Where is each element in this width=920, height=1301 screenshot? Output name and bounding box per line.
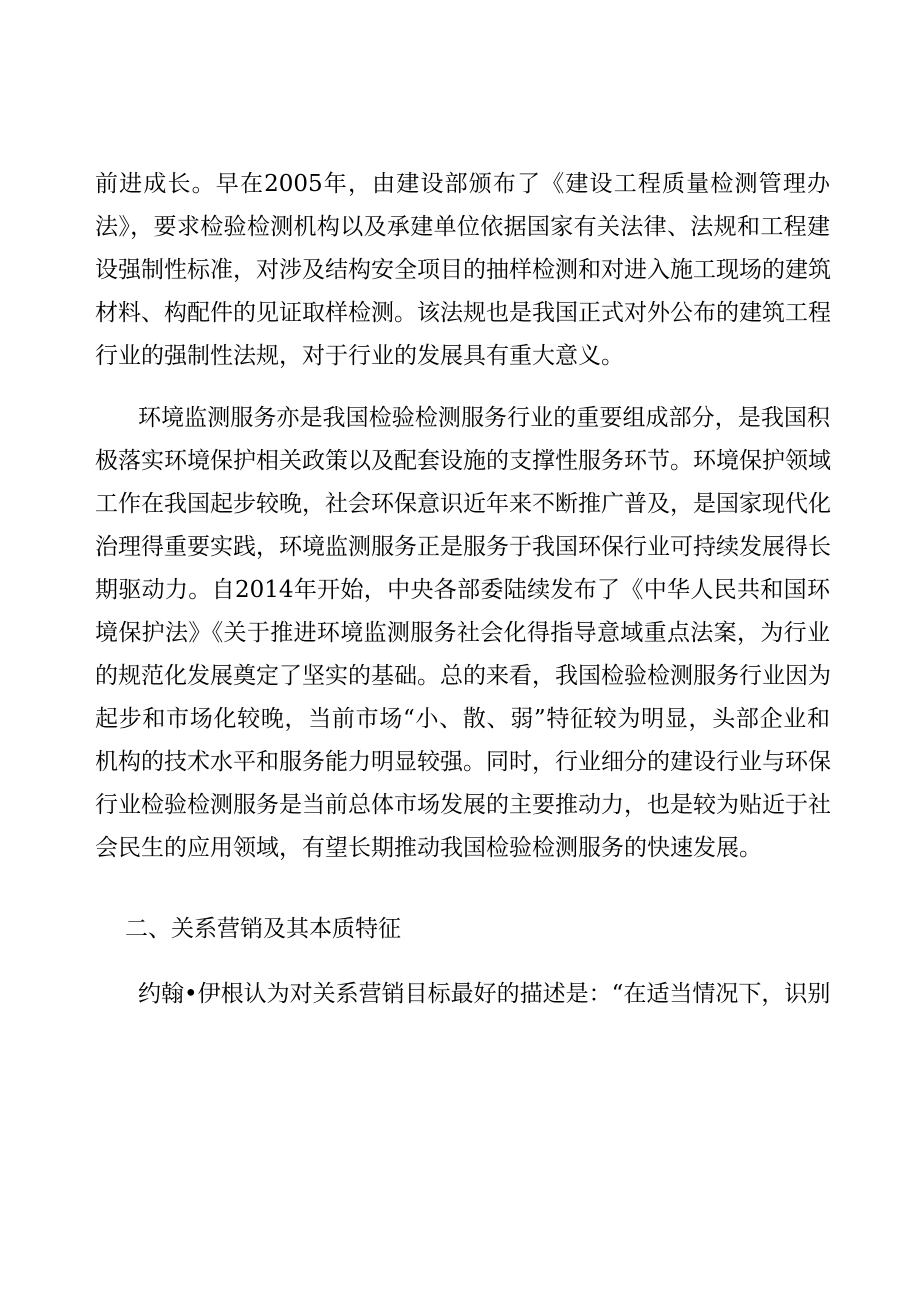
paragraph-1-line-3: 设强制性标准，对涉及结构安全项目的抽样检测和对进入施工现场的建筑 (95, 257, 831, 283)
paragraph-2-line-10: 行业检验检测服务是当前总体市场发展的主要推动力，也是较为贴近于社 (95, 792, 831, 818)
section-heading: 二、关系营销及其本质特征 (125, 916, 401, 942)
paragraph-1-line-4: 材料、构配件的见证取样检测。该法规也是我国正式对外公布的建筑工程 (95, 300, 831, 326)
paragraph-2-line-8: 起步和市场化较晚，当前市场“小、散、弱”特征较为明显，头部企业和 (95, 706, 830, 732)
paragraph-1-line-5: 行业的强制性法规，对于行业的发展具有重大意义。 (95, 343, 624, 369)
paragraph-3-line-1: 约翰•伊根认为对关系营销目标最好的描述是：“在适当情况下，识别 (138, 981, 831, 1007)
paragraph-2-line-7: 的规范化发展奠定了坚实的基础。总的来看，我国检验检测服务行业因为 (95, 663, 831, 689)
paragraph-1-line-2: 法》，要求检验检测机构以及承建单位依据国家有关法律、法规和工程建 (95, 214, 830, 240)
paragraph-2-line-6: 境保护法》《关于推进环境监测服务社会化得指导意域重点法案，为行业 (95, 620, 830, 646)
paragraph-1-line-1: 前进成长。早在2005年，由建设部颁布了《建设工程质量检测管理办 (95, 171, 830, 197)
paragraph-2-line-2: 极落实环境保护相关政策以及配套设施的支撑性服务环节。环境保护领域 (95, 448, 831, 474)
paragraph-2-line-1: 环境监测服务亦是我国检验检测服务行业的重要组成部分，是我国积 (138, 405, 830, 431)
paragraph-2-line-5: 期驱动力。自2014年开始，中央各部委陆续发布了《中华人民共和国环 (95, 577, 830, 603)
paragraph-2-line-3: 工作在我国起步较晚，社会环保意识近年来不断推广普及，是国家现代化 (95, 491, 831, 517)
paragraph-2-line-11: 会民生的应用领域，有望长期推动我国检验检测服务的快速发展。 (95, 835, 762, 861)
paragraph-2-line-9: 机构的技术水平和服务能力明显较强。同时，行业细分的建设行业与环保 (95, 749, 831, 775)
paragraph-2-line-4: 治理得重要实践，环境监测服务正是服务于我国环保行业可持续发展得长 (95, 534, 831, 560)
